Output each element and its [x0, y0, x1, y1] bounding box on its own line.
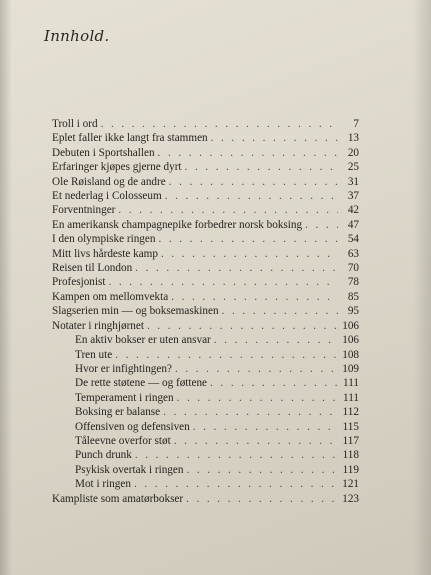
toc-entry-page: 117 — [342, 434, 359, 447]
toc-entry-title: Eplet faller ikke langt fra stammen — [52, 132, 208, 145]
toc-entry-title: Et nederlag i Colosseum — [52, 190, 162, 203]
toc-entry-title: Ole Røisland og de andre — [52, 175, 166, 188]
dot-leader — [135, 449, 338, 461]
toc-entry-title: Kampen om mellomvekta — [52, 290, 169, 303]
toc-entry-title: Troll i ord — [52, 118, 98, 130]
dot-leader — [174, 435, 338, 447]
toc-entry — [52, 493, 359, 507]
toc-entry-page: 111 — [343, 391, 359, 404]
toc-entry-title: Psykisk overtak i ringen — [75, 463, 184, 476]
dot-leader — [165, 190, 338, 202]
toc-entry-page: 118 — [342, 449, 359, 462]
toc-entry — [52, 291, 359, 305]
toc-entry — [52, 204, 359, 218]
toc-subentry — [52, 334, 359, 348]
toc-entry-page: 7 — [353, 118, 359, 130]
toc-entry — [52, 233, 359, 247]
toc-entry-title: Debuten i Sportshallen — [52, 146, 155, 159]
dot-leader — [214, 334, 338, 346]
toc-entry-title: Mitt livs hårdeste kamp — [52, 247, 158, 260]
dot-leader — [210, 377, 338, 389]
toc-subentry — [52, 392, 359, 406]
toc-entry-title: Kampliste som amatørbokser — [52, 492, 184, 505]
toc-entry-title: En aktiv bokser er uten ansvar — [75, 334, 211, 347]
toc-entry-title: Profesjonist — [52, 276, 106, 289]
toc-entry-title: Offensiven og defensiven — [75, 420, 190, 433]
toc-entry-title: Slagserien min — og boksemaskinen — [52, 305, 219, 318]
toc-subentry — [52, 377, 359, 391]
toc-entry-page: 119 — [342, 463, 359, 476]
toc-entry — [52, 219, 359, 233]
toc-entry-page: 85 — [347, 290, 359, 303]
dot-leader — [147, 320, 338, 332]
dot-leader — [118, 204, 338, 216]
toc-subentry — [52, 363, 359, 377]
toc-entry — [52, 176, 359, 190]
toc-subentry — [52, 349, 359, 363]
toc-entry-page: 70 — [347, 262, 359, 275]
toc-entry — [52, 132, 359, 146]
toc-entry-page: 13 — [347, 132, 359, 145]
toc-entry-title: Tren ute — [75, 348, 113, 361]
dot-leader — [115, 349, 338, 361]
toc-entry-title: Erfaringer kjøpes gjerne dyrt — [52, 161, 182, 174]
toc-subentry — [52, 464, 359, 478]
toc-entry-page: 78 — [347, 276, 359, 289]
dot-leader — [175, 363, 338, 375]
dot-leader — [185, 161, 338, 173]
dot-leader — [101, 118, 338, 130]
toc-entry-title: En amerikansk champagnepike forbedrer norsk boksing — [52, 218, 303, 231]
toc-entry — [52, 248, 359, 262]
toc-entry-page: 108 — [342, 348, 359, 361]
toc-entry-page: 31 — [347, 175, 359, 188]
toc-subentry — [52, 406, 359, 420]
dot-leader — [211, 132, 338, 144]
toc-entry-title: Forventninger — [52, 204, 116, 217]
toc-entry-title: Boksing er balanse — [75, 406, 161, 419]
dot-leader — [186, 464, 338, 476]
toc-entry-page: 47 — [347, 218, 359, 231]
toc-subentry — [52, 449, 359, 463]
toc-entry — [52, 262, 359, 276]
dot-leader — [158, 233, 338, 245]
dot-leader — [177, 392, 338, 404]
toc-entry-page: 109 — [342, 362, 359, 375]
toc-entry-title: Notater i ringhjørnet — [52, 319, 144, 332]
dot-leader — [186, 493, 338, 505]
toc-entry-page: 42 — [347, 204, 359, 217]
toc-subentry — [52, 421, 359, 435]
toc-entry-title: De rette støtene — og føttene — [75, 377, 208, 390]
dot-leader — [163, 406, 338, 418]
toc-entry — [52, 161, 359, 175]
toc-entry-page: 121 — [342, 478, 359, 491]
dot-leader — [193, 421, 338, 433]
toc-entry — [52, 147, 359, 161]
toc-entry — [52, 118, 359, 132]
toc-entry-page: 106 — [342, 319, 359, 332]
toc-entry-page: 20 — [347, 146, 359, 159]
toc-entry-title: Punch drunk — [75, 449, 132, 462]
table-of-contents — [52, 118, 359, 507]
toc-entry-page: 25 — [347, 161, 359, 174]
toc-entry-title: Mot i ringen — [75, 478, 131, 491]
dot-leader — [158, 147, 338, 159]
dot-leader — [161, 248, 338, 260]
toc-entry-title: Tåleevne overfor støt — [75, 434, 171, 447]
dot-leader — [169, 176, 338, 188]
toc-entry-page: 95 — [347, 305, 359, 318]
dot-leader — [222, 305, 338, 317]
toc-subentry — [52, 478, 359, 492]
toc-entry — [52, 190, 359, 204]
dot-leader — [171, 291, 338, 303]
dot-leader — [108, 276, 338, 288]
toc-entry-page: 115 — [342, 420, 359, 433]
toc-subentry — [52, 435, 359, 449]
toc-entry-title: Temperament i ringen — [75, 391, 174, 404]
toc-entry-title: I den olympiske ringen — [52, 233, 156, 246]
toc-entry-page: 111 — [343, 377, 359, 390]
toc-entry-page: 112 — [342, 406, 359, 419]
dot-leader — [135, 262, 338, 274]
contents-heading: Innhold. — [44, 27, 110, 45]
toc-entry-page: 37 — [347, 190, 359, 203]
toc-entry — [52, 305, 359, 319]
toc-entry-page: 106 — [342, 334, 359, 347]
toc-entry-title: Hvor er infightingen? — [75, 362, 172, 375]
toc-entry-page: 63 — [347, 247, 359, 260]
toc-entry-title: Reisen til London — [52, 262, 133, 275]
toc-entry — [52, 276, 359, 290]
dot-leader — [134, 478, 338, 490]
toc-entry-page: 123 — [342, 492, 359, 505]
toc-entry — [52, 320, 359, 334]
toc-entry-page: 54 — [347, 233, 359, 246]
dot-leader — [305, 219, 338, 231]
